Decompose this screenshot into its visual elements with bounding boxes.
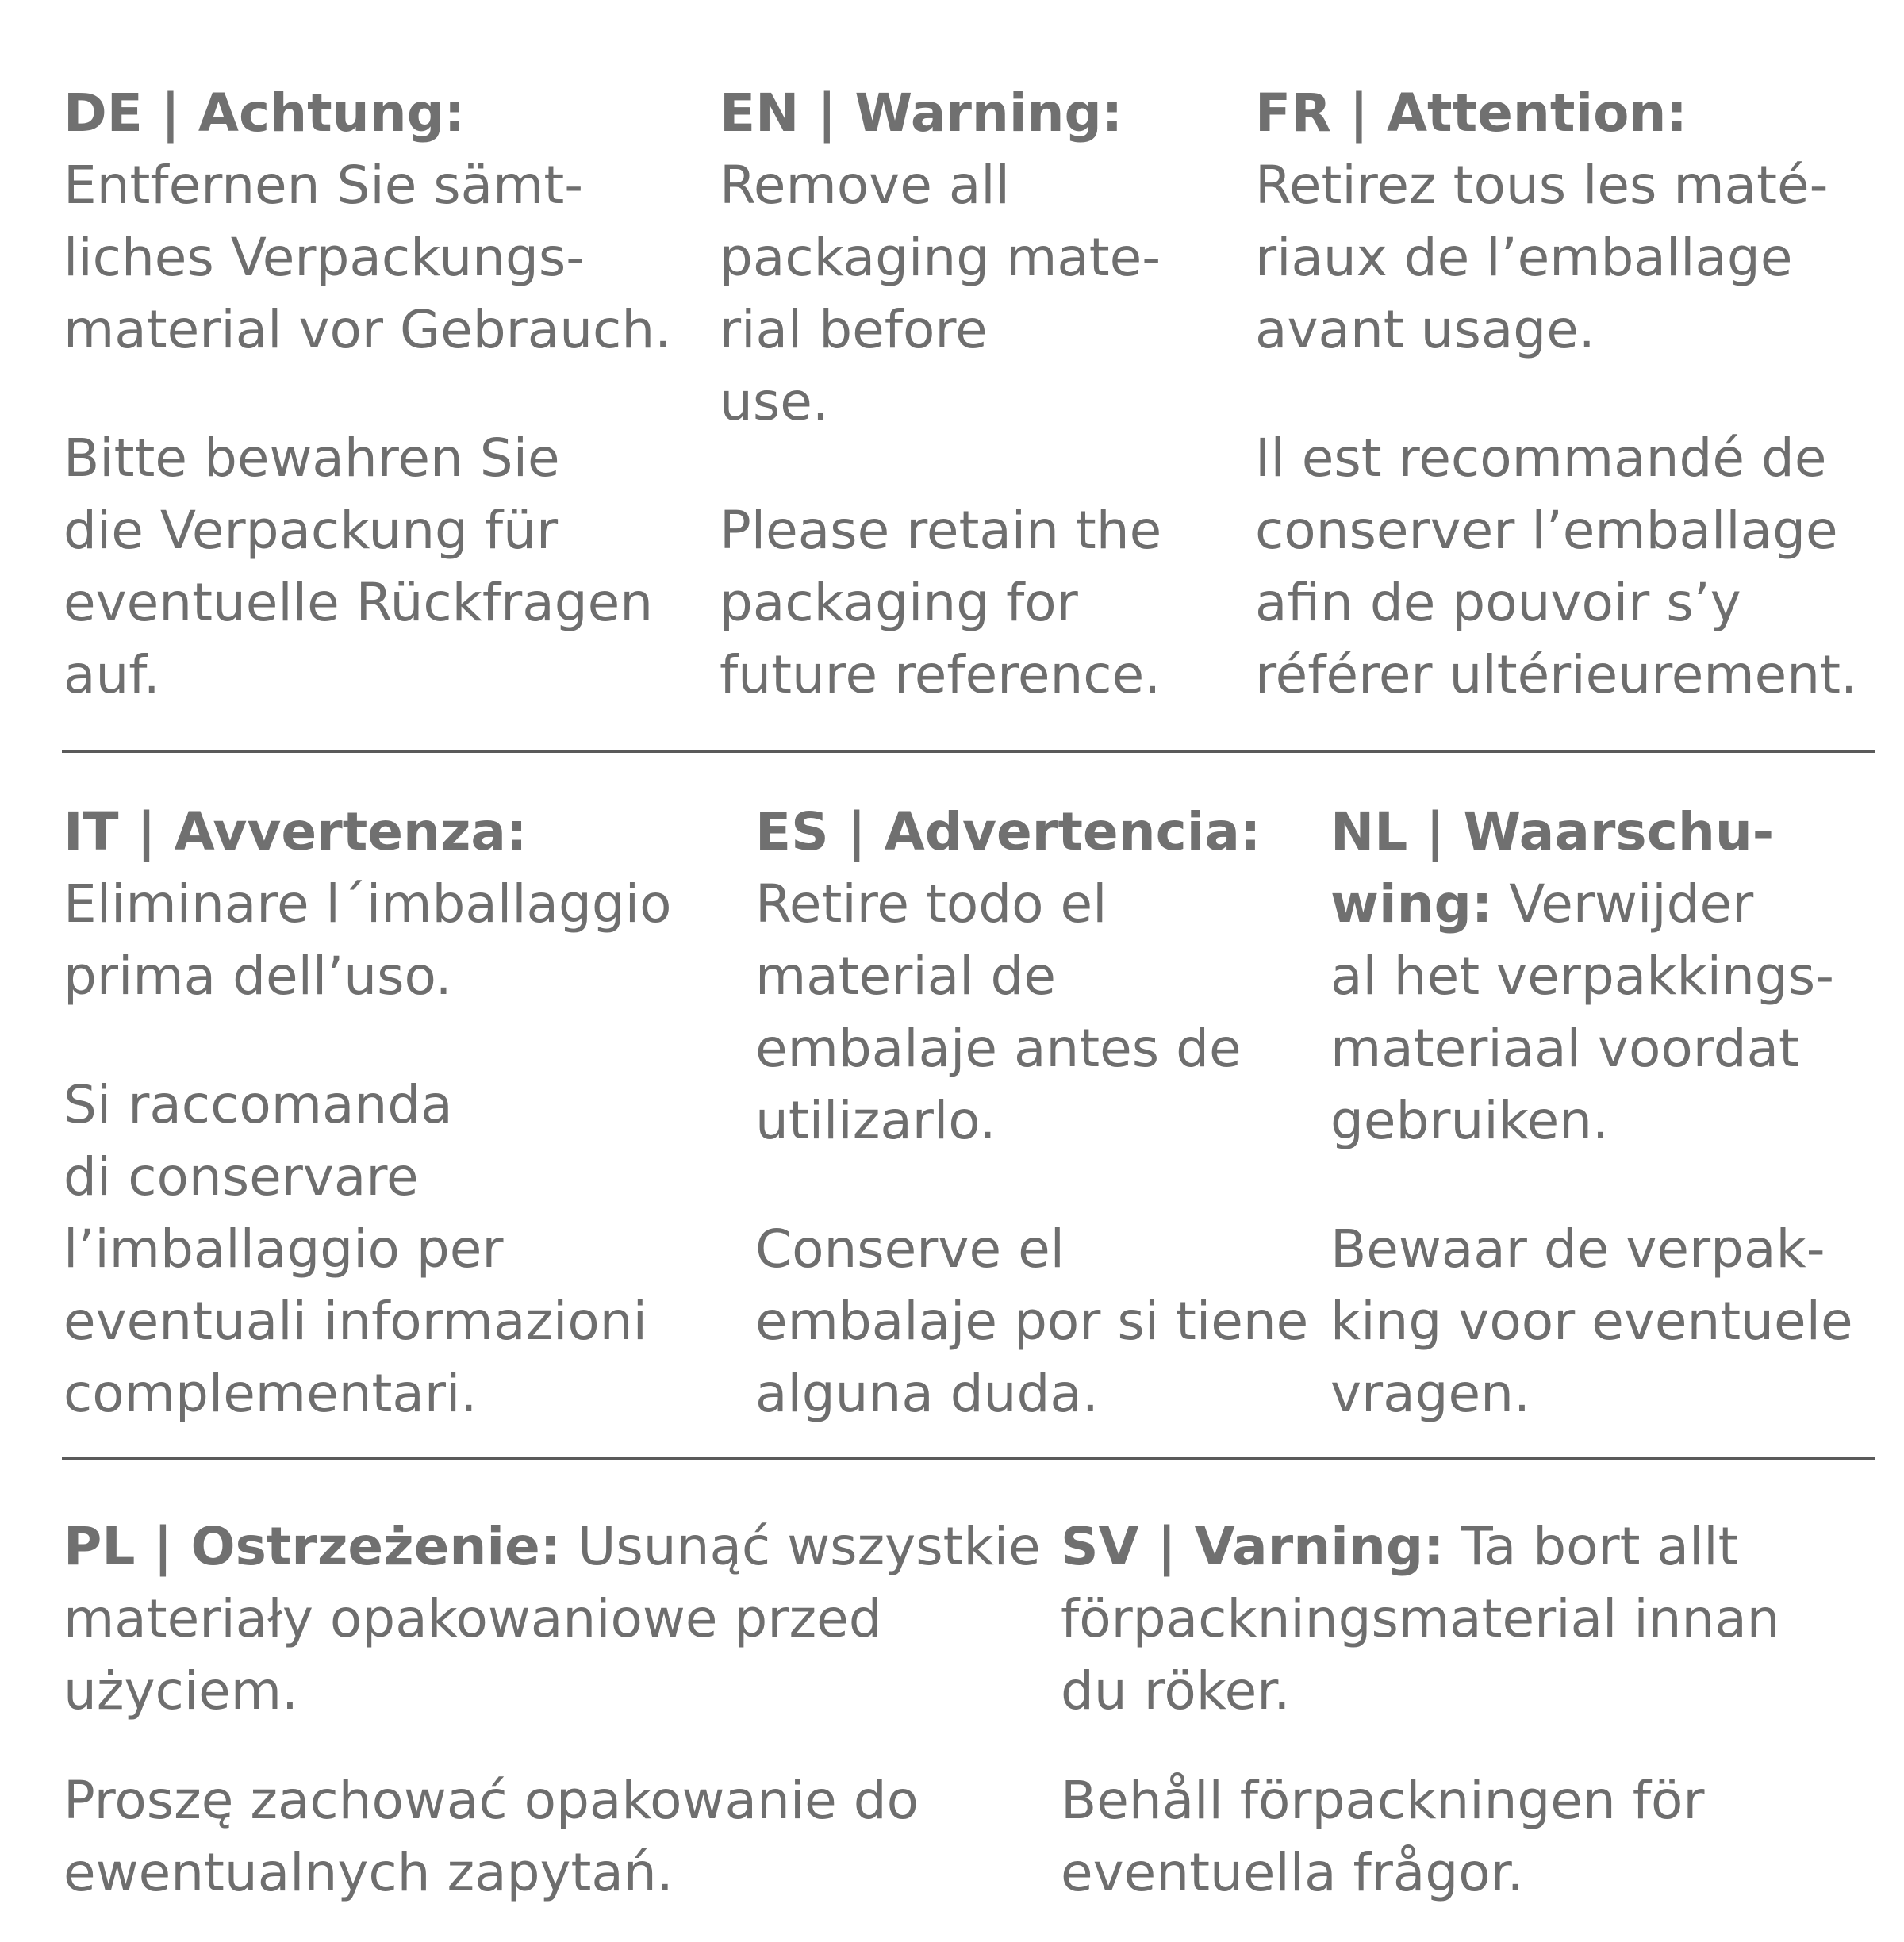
divider-bottom xyxy=(62,1457,1875,1460)
fr-block xyxy=(1255,77,1890,711)
sv-heading-line xyxy=(1061,1510,1886,1583)
sv-heading: SV | Varning: xyxy=(1061,1516,1445,1577)
es-paragraph-retain: Conserve el embalaje por si tiene alguna duda. xyxy=(755,1219,1309,1424)
it-paragraph-remove: Eliminare l´imballaggio prima dell’uso. xyxy=(63,873,672,1007)
nl-block xyxy=(1330,796,1886,1430)
it-paragraph-retain: Si raccomanda di conservare l’imballaggio per eventuali informazioni complementari. xyxy=(63,1074,647,1424)
de-heading: DE | Achtung: xyxy=(63,83,466,144)
en-heading: EN | Warning: xyxy=(720,83,1123,144)
sv-paragraph-remove-start: Ta bort allt xyxy=(1444,1516,1739,1577)
it-block xyxy=(63,796,730,1430)
pl-heading-line xyxy=(63,1510,1047,1583)
nl-paragraph-remove-start: Verwijder xyxy=(1492,873,1754,935)
es-block xyxy=(755,796,1311,1430)
pl-block xyxy=(63,1510,1047,1909)
divider-top xyxy=(62,750,1875,753)
nl-paragraph-retain: Bewaar de verpak- king voor eventuele vragen. xyxy=(1330,1219,1853,1424)
nl-heading-line2: wing: Verwijder xyxy=(1330,873,1754,935)
sv-paragraph-remove: förpackningsmaterial innan du röker. xyxy=(1061,1588,1780,1721)
pl-paragraph-retain: Proszę zachować opakowanie do ewentualnych zapytań. xyxy=(63,1770,919,1903)
en-paragraph-remove: Remove all packaging mate- rial before use. xyxy=(720,155,1161,432)
fr-paragraph-retain: Il est recommandé de conserver l’emballage afin de pouvoir s’y référer ultérieurement. xyxy=(1255,428,1857,705)
de-block xyxy=(63,77,682,711)
en-paragraph-retain: Please retain the packaging for future reference. xyxy=(720,500,1162,705)
sv-paragraph-retain: Behåll förpackningen för eventuella frågor. xyxy=(1061,1770,1705,1903)
fr-paragraph-remove: Retirez tous les maté- riaux de l’emballage avant usage. xyxy=(1255,155,1829,360)
es-heading: ES | Advertencia: xyxy=(755,801,1261,862)
it-heading: IT | Avvertenza: xyxy=(63,801,528,862)
nl-heading-line1: NL | Waarschu- xyxy=(1330,801,1775,862)
es-paragraph-remove: Retire todo el material de embalaje antes de utilizarlo. xyxy=(755,873,1242,1151)
pl-heading: PL | Ostrzeżenie: xyxy=(63,1516,562,1577)
en-block xyxy=(720,77,1196,711)
nl-paragraph-remove: al het verpakkings- materiaal voordat gebruiken. xyxy=(1330,946,1834,1151)
pl-paragraph-remove: materiały opakowaniowe przed użyciem. xyxy=(63,1588,882,1721)
fr-heading: FR | Attention: xyxy=(1255,83,1687,144)
de-paragraph-remove: Entfernen Sie sämt- liches Verpackungs- material vor Gebrauch. xyxy=(63,155,672,360)
de-paragraph-retain: Bitte bewahren Sie die Verpackung für eventuelle Rückfragen auf. xyxy=(63,428,654,705)
pl-paragraph-remove-start: Usunąć wszystkie xyxy=(561,1516,1041,1577)
sv-block xyxy=(1061,1510,1886,1909)
